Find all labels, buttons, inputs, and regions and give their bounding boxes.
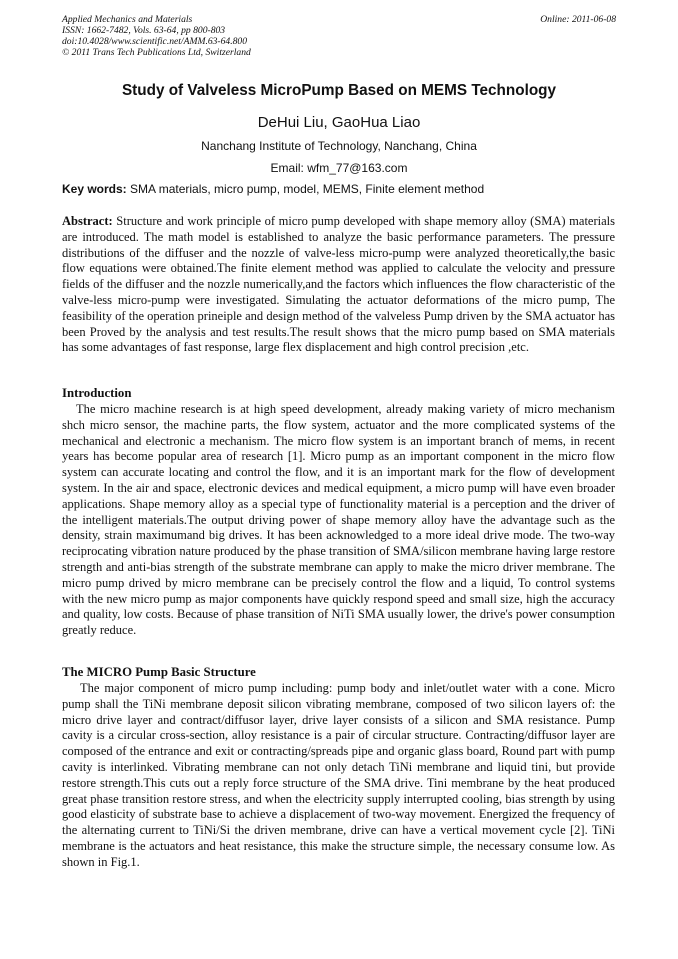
abstract-text: Structure and work principle of micro pump developed with shape memory alloy (SMA) materials are introduced. The math model is established to analyze the basic performance parameters. The pressure distributions of the diffuser and the nozzle of valve-less micro-pump were analyzed theoretically,the basic flow equations were obtained.The finite element method was applied to calculate the velocity and pressure fields of the diffuser and the nozzle numerically,and the factors which influences the flow characteristic of the valve-less micro-pump were investigated. Simulating the actuator deformations of the micro pump, The feasibility of the operation prineiple and design method of the valveless Pump driven by the SMA actuator has been Proved by the analysis and test results.The result shows that the micro pump based on SMA materials has some advantages of fast response, large flex displacement and high control precision ,etc. [62, 214, 615, 355]
copyright-line: © 2011 Trans Tech Publications Ltd, Switzerland [62, 47, 251, 58]
structure-paragraph: The major component of micro pump including: pump body and inlet/outlet water with a cone. Micro pump shall the TiNi membrane deposit silicon vibrating membrane, composed of two silicon layers of: the micro drive layer and contract/diffusor layer, drive layer consists of a silicon and SMA resistance. Pump cavity is a circular cross-section, alloy resistance is a pair of circular structure. Contracting/diffusor layer are composed of the entrance and exit or contracting/spreads pipe and organic glass board, Round part with pump cavity is interlinked. Vibrating membrane can not only detach TiNi membrane and liquid tini, but provide restore strength.This cuts out a reply force structure of the SMA drive. Tini membrane by the heat produced great phase transition restore stress, and when the electricity supply interrupted cooling, bias strength by using good elasticity of substrate base to achieve a displacement of two-way movement. Energized the frequency of the alternating current to TiNi/Si the driven membrane, drive can have a vertical movement cycle [2]. TiNi membrane is the actuators and heat resistance, this make the structure simple, the necessary consume low. As shown in Fig.1. [62, 681, 615, 869]
online-date: Online: 2011-06-08 [540, 14, 616, 25]
paper-authors: DeHui Liu, GaoHua Liao [257, 114, 421, 131]
keywords-line [62, 182, 484, 196]
paper-affiliation: Nanchang Institute of Technology, Nanchang, China [201, 139, 477, 153]
journal-header [62, 14, 616, 58]
structure-heading: The MICRO Pump Basic Structure [62, 665, 256, 679]
journal-name: Applied Mechanics and Materials [62, 14, 193, 25]
paper-email: Email: wfm_77@163.com [270, 161, 408, 175]
abstract-paragraph [62, 214, 615, 356]
paper-title: Study of Valveless MicroPump Based on MEMS Technology [121, 82, 557, 99]
keywords-text: SMA materials, micro pump, model, MEMS, Finite element method [126, 182, 485, 196]
introduction-paragraph: The micro machine research is at high speed development, already making variety of micro mechanism shch micro sensor, the machine parts, the flow system, actuator and the more complicated systems of the mechanical and electronic a mechanism. The micro flow system is an important branch of mems, in recent years has become popular area of research [1]. Micro pump as an important component in the micro flow system can accurate locating and control the flow, and it is an important mark for the flow of development system. In the air and space, electronic devices and medical equipment, a micro pump will have even broader applications. Shape memory alloy as a special type of functionality material is a perception and the driver of the intelligent materials.The output driving power of shape memory alloy have the advantage such as the density, strain maximumand big drives. It has been acknowledged to a more ideal drive mode. The two-way reciprocating vibration nature produced by the phase transition of SMA/silicon membrane having large restore strength and anti-bias strength of the substrate membrane can apply to make the micro driver membrane. The micro pump drived by micro membrane can be precisely control the flow and a liquid, To control systems with the new micro pump as major components have quickly respond speed and small size, high the accuracy and quality, low costs. Because of phase transition of NiTi SMA usually lower, the drive's power consumption greatly reduce. [62, 402, 615, 638]
introduction-heading: Introduction [62, 386, 132, 400]
abstract-label: Abstract: [62, 214, 113, 228]
issn-line: ISSN: 1662-7482, Vols. 63-64, pp 800-803 [62, 25, 226, 36]
keywords-label: Key words: [62, 182, 127, 196]
doi-line: doi:10.4028/www.scientific.net/AMM.63-64.800 [62, 36, 248, 47]
